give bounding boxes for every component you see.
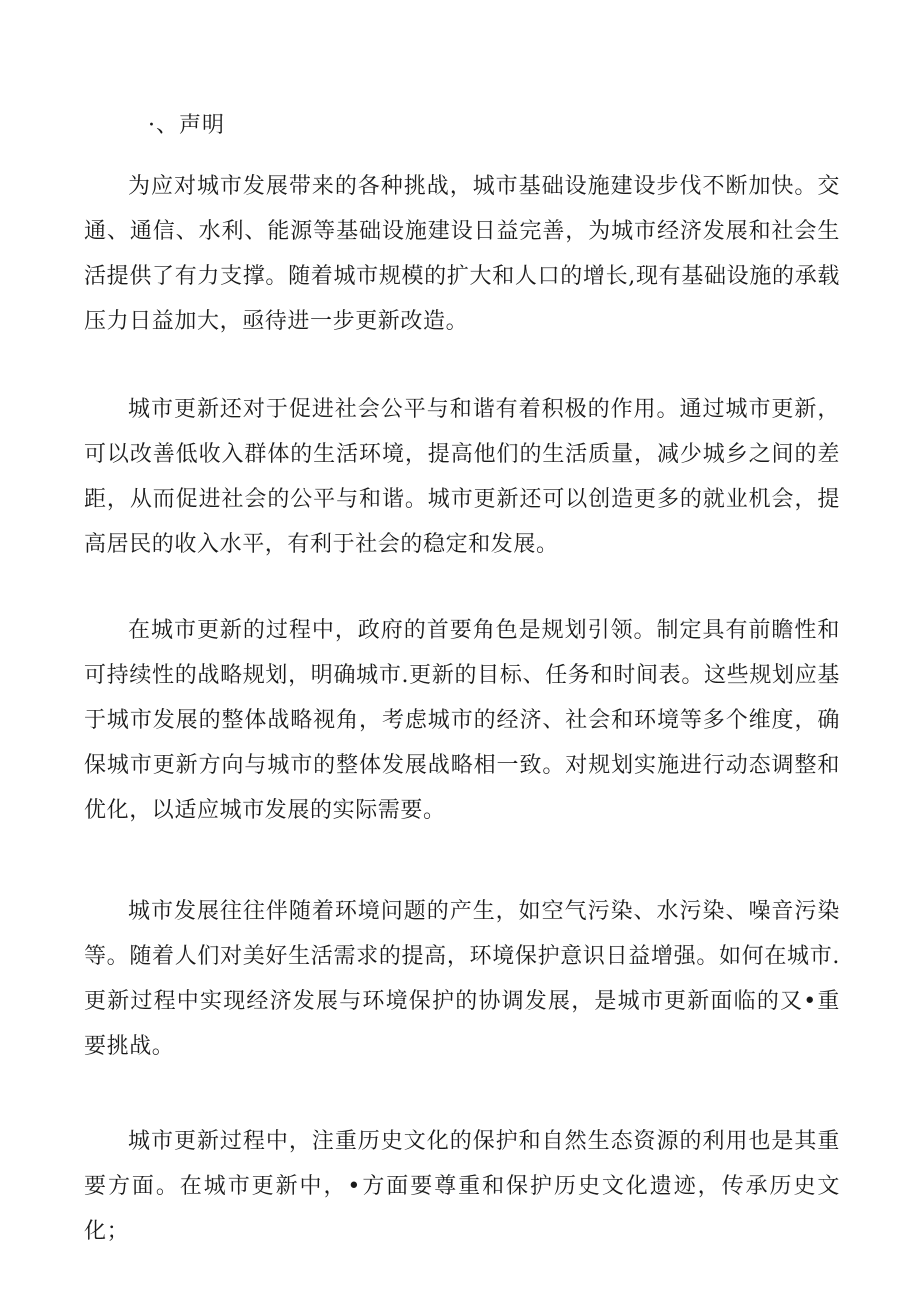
paragraph-heritage: 城市更新过程中，注重历史文化的保护和自然生态资源的利用也是其重要方面。在城市更新中，•方面要尊重和保护历史文化遗迹，传承历史文化； — [84, 1129, 840, 1244]
paragraph-social-equity: 城市更新还对于促进社会公平与和谐有着积极的作用。通过城市更新，可以改善低收入群体的生活环境，提高他们的生活质量，减少城乡之间的差距，从而促进社会的公平与和谐。城市更新还可以创造更多的就业机会，提高居民的收入水平，有利于社会的稳定和发展。 — [84, 397, 840, 557]
paragraph-infrastructure: 为应对城市发展带来的各种挑战，城市基础设施建设步伐不断加快。交通、通信、水利、能源等基础设施建设日益完善，为城市经济发展和社会生活提供了有力支撑。随着城市规模的扩大和人口的增长,现有基础设施的承载压力日益加大，亟待进一步更新改造。 — [84, 174, 840, 334]
paragraph-environment: 城市发展往往伴随着环境问题的产生，如空气污染、水污染、噪音污染等。随着人们对美好生活需求的提高，环境保护意识日益增强。如何在城市.更新过程中实现经济发展与环境保护的协调发展，是城市更新面临的又•重要挑战。 — [84, 899, 840, 1059]
paragraph-government-planning: 在城市更新的过程中，政府的首要角色是规划引领。制定具有前瞻性和可持续性的战略规划，明确城市.更新的目标、任务和时间表。这些规划应基于城市发展的整体战略视角，考虑城市的经济、社会和环境等多个维度，确保城市更新方向与城市的整体发展战略相一致。对规划实施进行动态调整和优化，以适应城市发展的实际需要。 — [84, 618, 840, 823]
section-heading: ·、声明 — [148, 113, 225, 138]
